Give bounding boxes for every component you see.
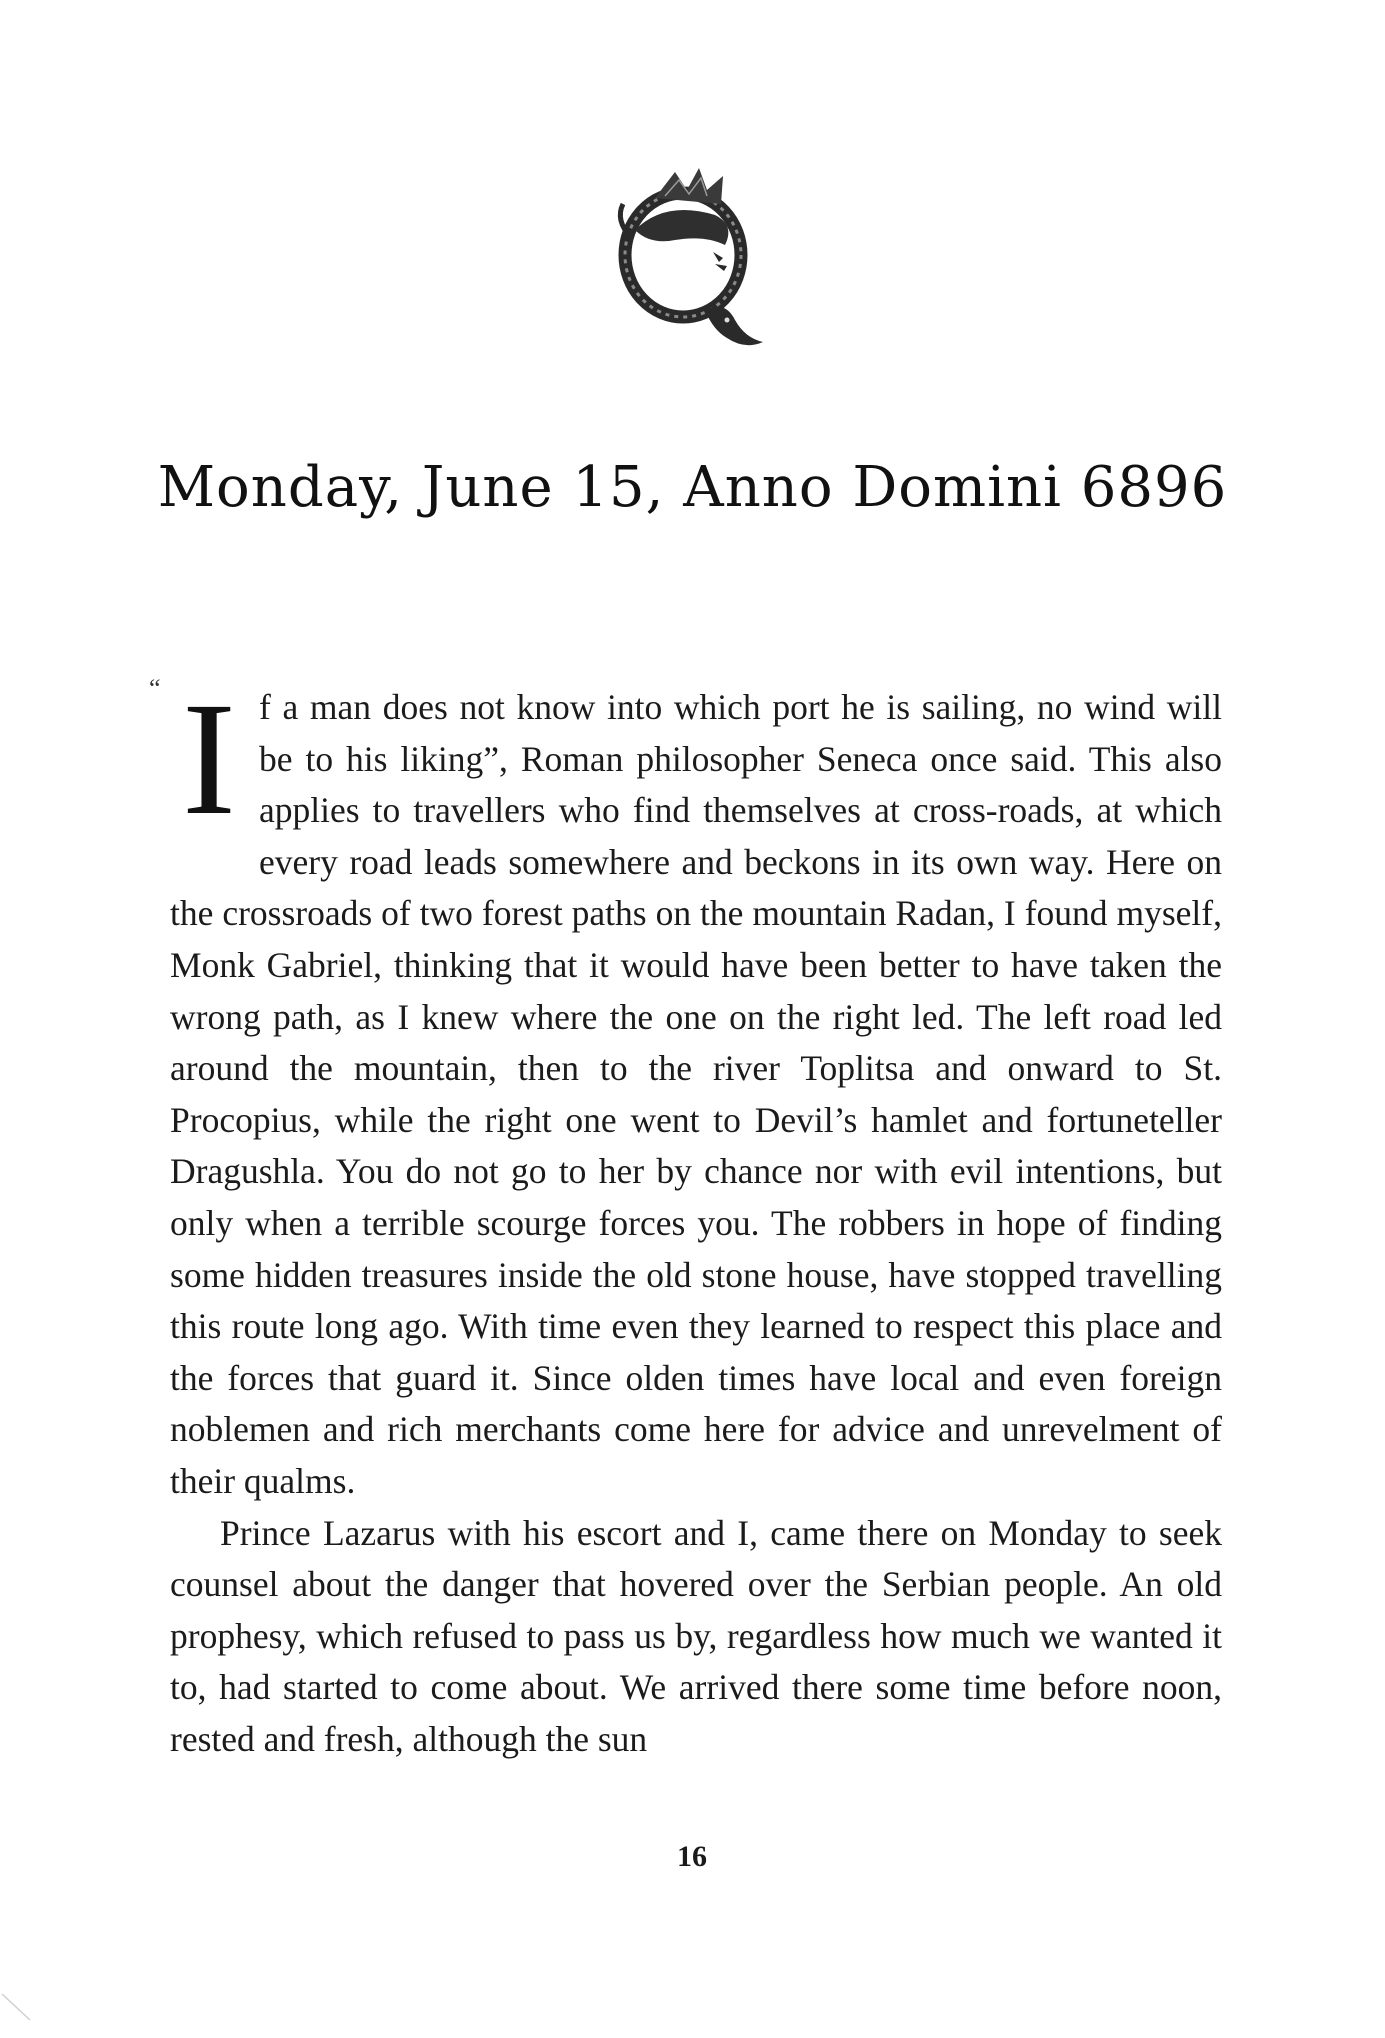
dragon-ornament-icon	[595, 160, 775, 360]
page-number: 16	[677, 1840, 707, 1873]
chapter-title: Monday, June 15, Anno Domini 6896	[157, 455, 1228, 520]
paragraph	[149, 670, 1222, 1508]
opening-quote: “	[149, 674, 161, 703]
body-text	[149, 670, 1222, 1765]
paragraph	[170, 1508, 1222, 1766]
paragraph-text: Prince Lazarus with his escort and I, came there on Monday to seek counsel about the danger that hovered over the Serbian people. An old prophesy, which refused to pass us by, regardless how much we wanted it to, had started to come about. We arrived there some time before noon, rested and fresh, although the sun	[170, 1512, 1222, 1759]
drop-cap-letter: I	[182, 670, 236, 849]
scan-corner-mark	[0, 1990, 40, 2030]
drop-cap-block	[149, 670, 253, 849]
paragraph-text: f a man does not know into which port he is sailing, no wind will be to his liking”, Roman philosopher Seneca once said. This also applies to travellers who find themselves at cross-roads, at which every road leads somewhere and beckons in its own way. Here on the crossroads of two forest paths on the mountain Radan, I found myself, Monk Gabriel, thinking that it would have been better to have taken the wrong path, as I knew where the one on the right led. The left road led around the mountain, then to the river Toplitsa and onward to St. Procopius, while the right one went to Devil’s hamlet and fortuneteller Dragushla. You do not go to her by chance nor with evil intentions, but only when a terrible scourge forces you. The robbers in hope of finding some hidden treasures inside the old stone house, have stopped travelling this route long ago. With time even they learned to respect this place and the forces that guard it. Since olden times have local and even foreign noblemen and rich merchants come here for advice and unrevelment of their qualms.	[170, 687, 1222, 1501]
